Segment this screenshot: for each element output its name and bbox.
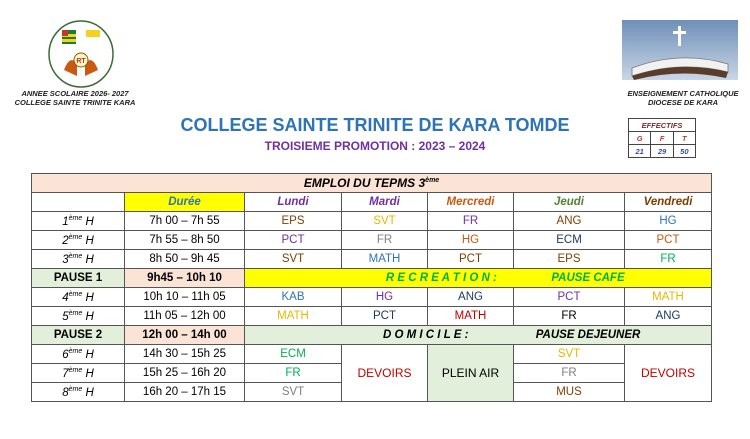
subject-mardi: HG	[342, 288, 428, 307]
subject-mardi: MATH	[342, 250, 428, 269]
subject-vendredi: MATH	[625, 288, 712, 307]
time-slot: 14h 30 – 15h 25	[125, 345, 245, 364]
timetable	[31, 173, 712, 402]
column-duree: Durée	[125, 193, 245, 212]
effectifs-table	[628, 118, 696, 158]
logo-initials: RT	[76, 58, 86, 65]
school-logo	[46, 18, 116, 88]
time-slot: 8h 50 – 9h 45	[125, 250, 245, 269]
hour-label: 5ème H	[32, 307, 125, 326]
midday-rows	[32, 288, 712, 326]
hour-label: 4ème H	[32, 288, 125, 307]
table-row	[32, 231, 712, 250]
pause1-time: 9h45 – 10h 10	[125, 269, 245, 288]
effectifs-key-g: G	[629, 132, 651, 145]
subject-lundi: EPS	[245, 212, 342, 231]
subject-mercredi: MATH	[428, 307, 514, 326]
hour-label: 3ème H	[32, 250, 125, 269]
subject-mercredi: HG	[428, 231, 514, 250]
subject-lundi: SVT	[245, 250, 342, 269]
table-row	[32, 307, 712, 326]
column-mercredi: Mercredi	[428, 193, 514, 212]
school-name-caption: COLLEGE SAINTE TRINITE KARA	[14, 98, 136, 107]
column-mardi: Mardi	[342, 193, 428, 212]
subject-lundi: KAB	[245, 288, 342, 307]
subject-mardi: FR	[342, 231, 428, 250]
time-slot: 11h 05 – 12h 00	[125, 307, 245, 326]
effectifs-value-t: 50	[673, 145, 695, 158]
time-slot: 10h 10 – 11h 05	[125, 288, 245, 307]
subject-lundi: ECM	[245, 345, 342, 364]
page-title: COLLEGE SAINTE TRINITE DE KARA TOMDE	[180, 115, 570, 135]
morning-rows	[32, 212, 712, 269]
table-row	[32, 250, 712, 269]
time-slot: 7h 55 – 8h 50	[125, 231, 245, 250]
pause1-activity: R E C R E A T I O N : PAUSE CAFE	[245, 269, 712, 288]
subject-jeudi: PCT	[514, 288, 625, 307]
subject-jeudi: ANG	[514, 212, 625, 231]
subject-vendredi: FR	[625, 250, 712, 269]
subject-lundi: SVT	[245, 383, 342, 402]
hour-label: 2ème H	[32, 231, 125, 250]
subject-vendredi: PCT	[625, 231, 712, 250]
pause2-time: 12h 00 – 14h 00	[125, 326, 245, 345]
school-year-caption: ANNEE SCOLAIRE 2026- 2027	[21, 89, 129, 98]
column-vendredi: Vendredi	[625, 193, 712, 212]
effectifs-value-g: 21	[629, 145, 651, 158]
bible-cross-icon	[622, 20, 738, 80]
hour-label: 1ème H	[32, 212, 125, 231]
subject-lundi: FR	[245, 364, 342, 383]
pause2-label: PAUSE 2	[32, 326, 125, 345]
header-blank-cell	[32, 193, 125, 212]
subject-mercredi: ANG	[428, 288, 514, 307]
devoirs-vendredi: DEVOIRS	[625, 345, 712, 402]
time-slot: 16h 20 – 17h 15	[125, 383, 245, 402]
diocese-caption-2: DIOCESE DE KARA	[647, 98, 718, 107]
subject-mardi: SVT	[342, 212, 428, 231]
afternoon-rows	[32, 345, 712, 402]
subject-jeudi: EPS	[514, 250, 625, 269]
time-slot: 7h 00 – 7h 55	[125, 212, 245, 231]
subject-mercredi: PCT	[428, 250, 514, 269]
page-subtitle: TROISIEME PROMOTION : 2023 – 2024	[264, 139, 486, 153]
subject-lundi: MATH	[245, 307, 342, 326]
column-lundi: Lundi	[245, 193, 342, 212]
subject-lundi: PCT	[245, 231, 342, 250]
effectifs-key-f: F	[651, 132, 673, 145]
hour-label: 8ème H	[32, 383, 125, 402]
table-row	[32, 212, 712, 231]
plein-air-mercredi: PLEIN AIR	[428, 345, 514, 402]
devoirs-mardi: DEVOIRS	[342, 345, 428, 402]
time-slot: 15h 25 – 16h 20	[125, 364, 245, 383]
table-row	[32, 345, 712, 364]
effectifs-value-f: 29	[651, 145, 673, 158]
diocese-caption-1: ENSEIGNEMENT CATHOLIQUE	[627, 89, 739, 98]
subject-vendredi: HG	[625, 212, 712, 231]
timetable-title: EMPLOI DU TEPMS 3ème	[32, 174, 712, 193]
effectifs-label: EFFECTIFS	[629, 119, 696, 132]
subject-jeudi: FR	[514, 307, 625, 326]
subject-jeudi: SVT	[514, 345, 625, 364]
subject-mercredi: FR	[428, 212, 514, 231]
subject-jeudi: MUS	[514, 383, 625, 402]
column-jeudi: Jeudi	[514, 193, 625, 212]
pause2-activity: D O M I C I L E : PAUSE DEJEUNER	[245, 326, 712, 345]
hour-label: 6ème H	[32, 345, 125, 364]
table-row	[32, 288, 712, 307]
subject-vendredi: ANG	[625, 307, 712, 326]
subject-jeudi: FR	[514, 364, 625, 383]
subject-mardi: PCT	[342, 307, 428, 326]
subject-jeudi: ECM	[514, 231, 625, 250]
pause1-label: PAUSE 1	[32, 269, 125, 288]
effectifs-key-t: T	[673, 132, 695, 145]
hour-label: 7ème H	[32, 364, 125, 383]
